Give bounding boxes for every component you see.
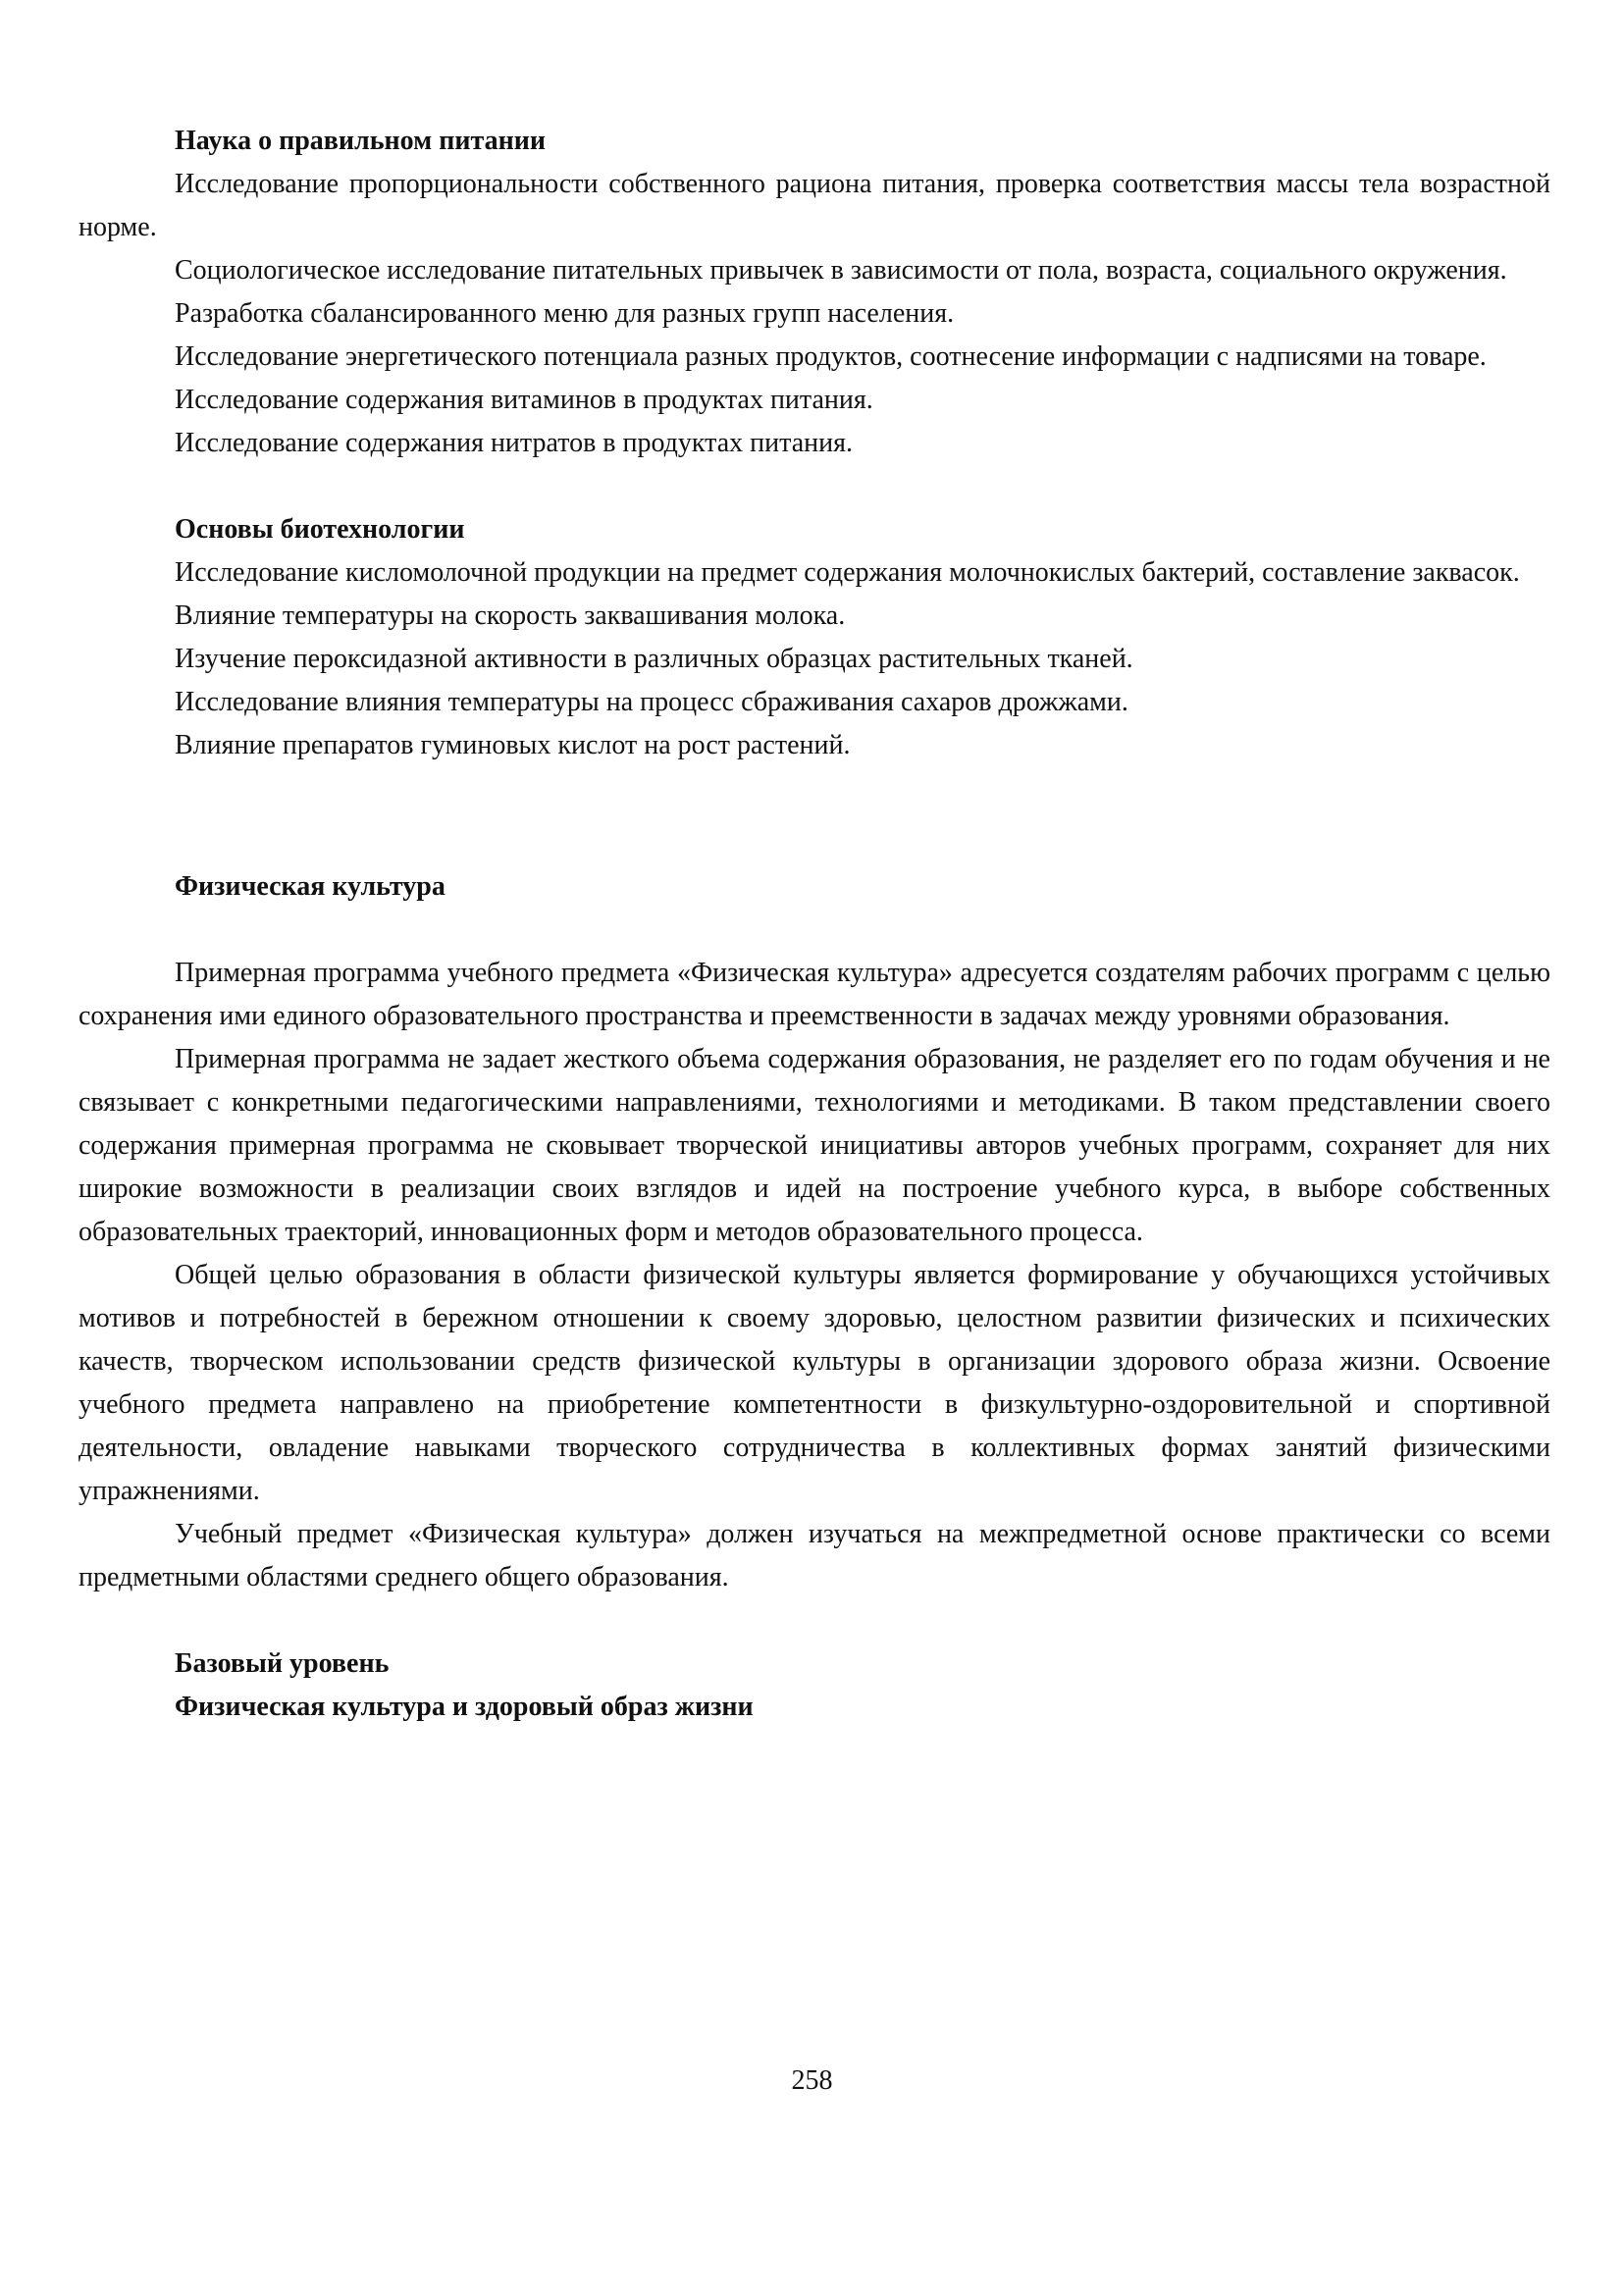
section-title-biotech: Основы биотехнологии (175, 514, 465, 545)
section-physical-culture (79, 865, 1550, 1599)
spacer (79, 465, 1550, 508)
paragraph: Исследование пропорциональности собственного рациона питания, проверка соответствия массы тела возрастной норме. (79, 169, 1550, 242)
paragraph: Общей целью образования в области физической культуры является формирование у обучающихся устойчивых мотивов и потребностей в бережном отношении к своему здоровью, целостном развитии физических и психических качеств, творческом использовании средств физической культуры в организации здорового образа жизни. Освоение учебного предмета направлено на приобретение компетентности в физкультурно-оздоровительной и спортивной деятельности, овладение навыками творческого сотрудничества в коллективных формах занятий физическими упражнениями. (79, 1260, 1550, 1506)
section-biotech (79, 508, 1550, 767)
spacer (79, 909, 1550, 952)
paragraph: Примерная программа учебного предмета «Физическая культура» адресуется создателям рабочих программ с целью сохранения ими единого образовательного пространства и преемственности в задачах между уровнями образования. (79, 958, 1550, 1031)
paragraph: Учебный предмет «Физическая культура» должен изучаться на межпредметной основе практически со всеми предметными областями среднего общего образования. (79, 1519, 1550, 1592)
spacer (79, 767, 1550, 865)
paragraph: Социологическое исследование питательных привычек в зависимости от пола, возраста, социального окружения. (175, 255, 1507, 286)
paragraph: Исследование содержания нитратов в продуктах питания. (175, 428, 853, 458)
section-title-nutrition: Наука о правильном питании (175, 126, 546, 156)
paragraph: Изучение пероксидазной активности в различных образцах растительных тканей. (175, 644, 1133, 674)
page-content (79, 120, 1550, 1729)
topic-title: Физическая культура и здоровый образ жизни (175, 1692, 754, 1722)
spacer (79, 1599, 1550, 1643)
section-nutrition (79, 120, 1550, 465)
paragraph: Исследование влияния температуры на процесс сбраживания сахаров дрожжами. (175, 687, 1128, 717)
section-title-physical-culture: Физическая культура (175, 871, 445, 902)
paragraph: Исследование содержания витаминов в продуктах питания. (175, 385, 873, 415)
paragraph: Влияние температуры на скорость заквашивания молока. (175, 600, 846, 631)
paragraph: Исследование кисломолочной продукции на предмет содержания молочнокислых бактерий, составление заквасок. (175, 557, 1520, 588)
paragraph: Примерная программа не задает жесткого объема содержания образования, не разделяет его по годам обучения и не связывает с конкретными педагогическими направлениями, технологиями и методиками. В таком представлении своего содержания примерная программа не сковывает творческой инициативы авторов учебных программ, сохраняет для них широкие возможности в реализации своих взглядов и идей на построение учебного курса, в выборе собственных образовательных траекторий, инновационных форм и методов образовательного процесса. (79, 1044, 1550, 1247)
paragraph: Разработка сбалансированного меню для разных групп населения. (175, 298, 955, 329)
paragraph: Исследование энергетического потенциала разных продуктов, соотнесение информации с надписями на товаре. (175, 341, 1487, 372)
level-title: Базовый уровень (175, 1648, 390, 1679)
paragraph: Влияние препаратов гуминовых кислот на рост растений. (175, 730, 851, 760)
page-number: 258 (791, 2065, 833, 2096)
section-basic-level (79, 1643, 1550, 1729)
